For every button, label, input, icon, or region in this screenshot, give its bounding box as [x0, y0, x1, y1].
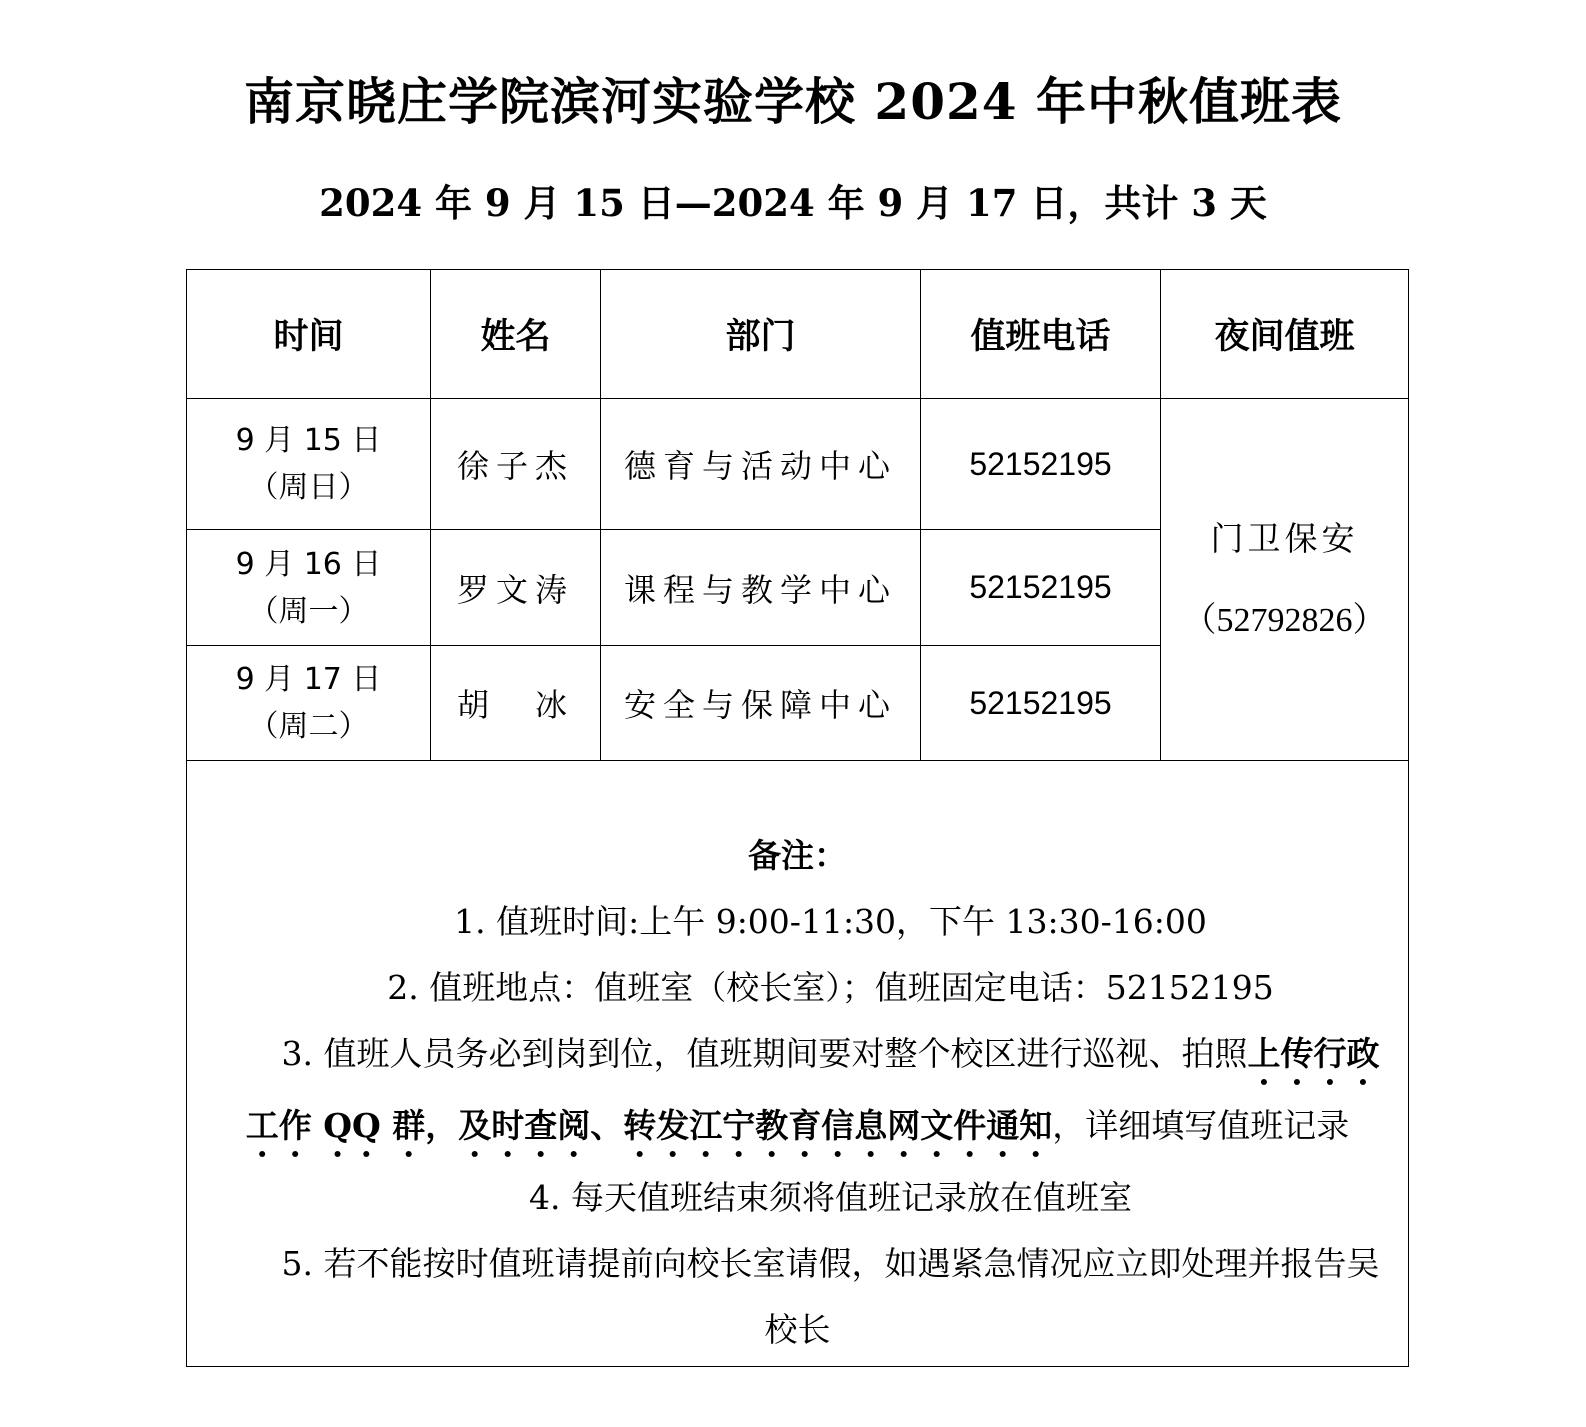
night-duty-name: 门卫保安	[1210, 518, 1359, 558]
name-cell: 罗文涛	[431, 530, 601, 646]
header-name: 姓名	[431, 270, 601, 399]
note-item-4: 4. 每天值班结束须将值班记录放在值班室	[529, 1177, 1132, 1217]
header-duty-phone: 值班电话	[921, 270, 1161, 399]
date: 9 月 16 日	[235, 546, 382, 582]
name-cell: 徐子杰	[431, 399, 601, 530]
notes-row	[187, 761, 1409, 1367]
note-item-5: 5. 若不能按时值班请提前向校长室请假，如遇紧急情况应立即处理并报告吴校长	[281, 1243, 1380, 1349]
table-row	[187, 399, 1409, 530]
phone-cell: 52152195	[921, 530, 1161, 646]
note-item-3-text-b: ，详细填写值班记录	[1052, 1105, 1350, 1145]
header-department: 部门	[601, 270, 921, 399]
department-cell: 课程与教学中心	[601, 530, 921, 646]
date-cell	[187, 646, 431, 761]
header-night-duty: 夜间值班	[1161, 270, 1409, 399]
date: 9 月 15 日	[235, 423, 382, 458]
page-title: 南京晓庄学院滨河实验学校 2024 年中秋值班表	[244, 72, 1342, 131]
header-row	[187, 270, 1409, 399]
notes-section	[187, 765, 1408, 1363]
notes-heading: 备注：	[748, 835, 847, 875]
phone-cell: 52152195	[921, 399, 1161, 530]
name-cell: 胡 冰	[431, 646, 601, 761]
date-cell	[187, 530, 431, 646]
department-cell: 德育与活动中心	[601, 399, 921, 530]
phone-cell: 52152195	[921, 646, 1161, 761]
weekday: （周一）	[248, 593, 369, 629]
note-item-2: 2. 值班地点：值班室（校长室）；值班固定电话：52152195	[387, 967, 1274, 1007]
header-time: 时间	[187, 270, 431, 399]
weekday: （周二）	[248, 709, 369, 744]
night-duty-cell	[1161, 399, 1409, 761]
note-item-3-emphasis: 上传行政工作 QQ 群，及时查阅、转发江宁教育信息网文件通知	[245, 1033, 1380, 1145]
note-item-3	[203, 1021, 1392, 1165]
date: 9 月 17 日	[235, 662, 382, 697]
duty-roster-table	[186, 269, 1409, 1367]
note-item-1: 1. 值班时间:上午 9:00-11:30，下午 13:30-16:00	[454, 901, 1207, 941]
notes-cell	[187, 761, 1409, 1367]
date-range-subtitle: 2024 年 9 月 15 日—2024 年 9 月 17 日，共计 3 天	[319, 181, 1267, 225]
night-duty-phone: （52792826）	[1182, 601, 1387, 639]
date-cell	[187, 399, 431, 530]
department-cell: 安全与保障中心	[601, 646, 921, 761]
weekday: （周日）	[248, 470, 369, 505]
note-item-3-text-a: 3. 值班人员务必到岗到位，值班期间要对整个校区进行巡视、拍照	[281, 1033, 1248, 1073]
